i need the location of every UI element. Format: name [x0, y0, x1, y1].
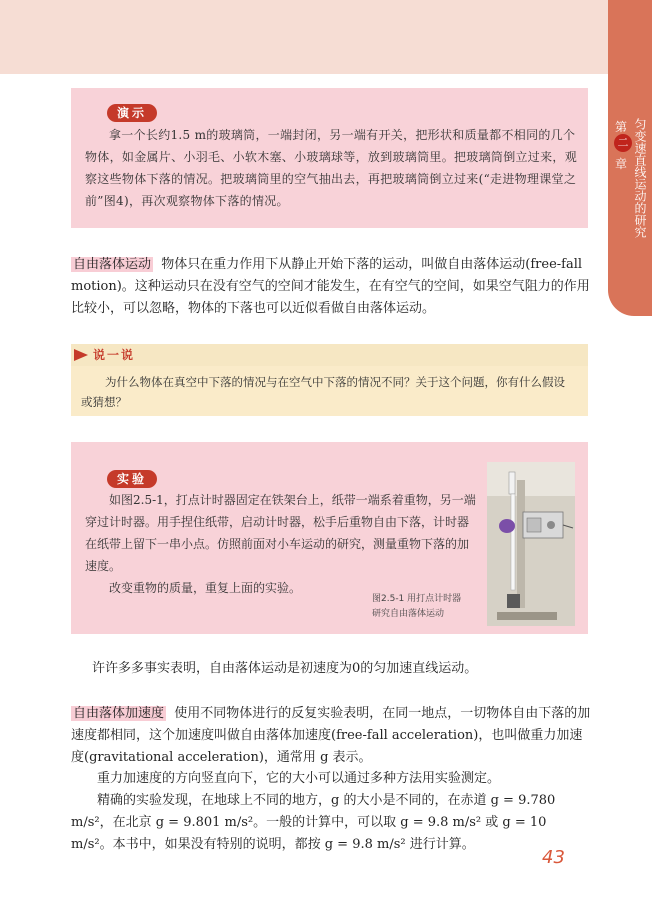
free-fall-text: 物体只在重力作用下从静止开始下落的运动，叫做自由落体运动(free-fall motion)。这种运动只在没有空气的空间才能发生，在有空气的空间，如果空气阻力的作用比较小，可以忽略，物体的下落也可以近似看做自由落体运动。 — [71, 257, 590, 316]
conclusion-paragraph: 许许多多事实表明，自由落体运动是初速度为0的匀加速直线运动。 — [92, 661, 478, 676]
say-text — [81, 372, 576, 412]
stand-base — [497, 612, 557, 620]
chapter-side-tab — [608, 74, 652, 316]
figure-caption-line-2: 研究自由落体运动 — [372, 609, 445, 619]
demo-box — [71, 88, 588, 228]
demo-text — [85, 124, 579, 212]
demo-paragraph: 拿一个长约1.5 m的玻璃筒，一端封闭，另一端有开关，把形状和质量都不相同的几个物体，如金属片、小羽毛、小软木塞、小玻璃球等，放到玻璃筒里。把玻璃筒倒立过来，观察这些物体下落的情况。把玻璃筒里的空气抽出去，再把玻璃筒倒立过来(“走进物理课堂之前”图4)，再次观察物体下落的情况。 — [85, 128, 578, 208]
paper-tape-top — [509, 472, 515, 494]
experiment-paragraph-2: 改变重物的质量，重复上面的实验。 — [109, 581, 302, 595]
experiment-box — [71, 442, 588, 634]
gravity-paragraph — [71, 703, 591, 769]
direction-paragraph: 重力加速度的方向竖直向下，它的大小可以通过多种方法用实验测定。 — [97, 771, 501, 786]
page-number: 43 — [542, 847, 565, 868]
experiment-text — [85, 489, 477, 599]
arrow-icon — [74, 349, 88, 361]
gravity-text: 使用不同物体进行的反复实验表明，在同一地点，一切物体自由下落的加速度都相同，这个加速度叫做自由落体加速度(free-fall acceleration)，也叫做重力加速度(gravitational acceleration)，通常用 g 表示。 — [71, 706, 591, 765]
weight — [507, 594, 520, 608]
chapter-suffix: 章 — [615, 157, 628, 171]
figure-caption-line-1: 图2.5-1 用打点计时器 — [372, 594, 462, 604]
figure-caption — [372, 592, 482, 622]
free-fall-paragraph — [71, 254, 591, 320]
gravity-term: 自由落体加速度 — [73, 706, 165, 721]
chapter-title: 匀变速直线运动的研究 — [633, 118, 647, 238]
ticker-timer-figure — [487, 462, 575, 626]
chapter-number-badge: 二 — [614, 134, 632, 152]
chapter-prefix: 第 — [615, 120, 628, 134]
side-tab-cap — [608, 0, 652, 74]
experiment-tag: 实验 — [107, 470, 157, 488]
say-label: 说一说 — [93, 348, 136, 362]
paper-tape — [511, 494, 515, 590]
clamp — [499, 519, 515, 533]
demo-tag: 演示 — [107, 104, 157, 122]
free-fall-term: 自由落体运动 — [73, 257, 152, 272]
say-header — [71, 344, 588, 366]
say-question: 为什么物体在真空中下落的情况与在空气中下落的情况不同？关于这个问题，你有什么假设或猜想？ — [81, 375, 565, 409]
header-band — [0, 0, 608, 74]
experiment-paragraph-1: 如图2.5-1，打点计时器固定在铁架台上，纸带一端系着重物，另一端穿过计时器。用手捏住纸带，启动计时器，松手后重物自由下落，计时器在纸带上留下一串小点。仿照前面对小车运动的研究，测量重物下落的加速度。 — [85, 493, 476, 573]
gravity-details — [71, 768, 591, 856]
stand-rod — [517, 480, 525, 608]
measurement-paragraph: 精确的实验发现，在地球上不同的地方，g 的大小是不同的，在赤道 g = 9.780 m/s²，在北京 g = 9.801 m/s²。一般的计算中，可以取 g = 9.8 m/s² 或 g = 10 m/s²。本书中，如果没有特别的说明，都按 g = 9.8 m/s² 进行计算。 — [71, 793, 556, 852]
say-box — [71, 366, 588, 416]
